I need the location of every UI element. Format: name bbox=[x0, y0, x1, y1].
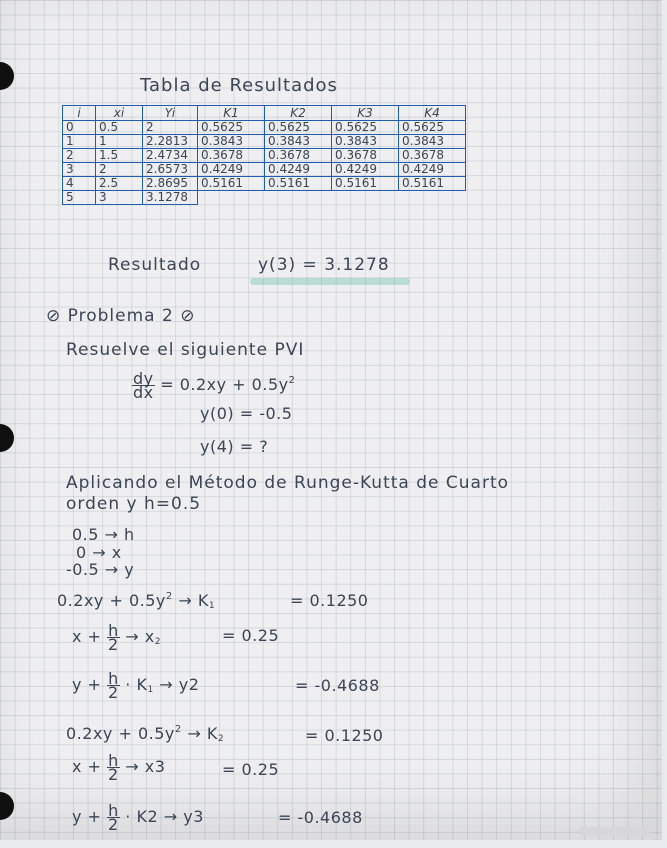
table-cell: 0.4249 bbox=[265, 163, 332, 177]
table-cell: 0.4249 bbox=[399, 163, 466, 177]
step-x2-value: = 0.25 bbox=[222, 626, 280, 645]
step-y3-value: = -0.4688 bbox=[278, 808, 363, 827]
problem-title: Problema 2 bbox=[67, 306, 174, 326]
step-k1-value: = 0.1250 bbox=[290, 591, 369, 610]
table-cell: 2.5 bbox=[96, 177, 143, 191]
highlighter-mark bbox=[250, 278, 410, 285]
statement-intro: Resuelve el siguiente PVI bbox=[66, 340, 305, 360]
step-k2: $0.2xy + 0.5y^2 \to K_2$ bbox=[66, 724, 225, 744]
h-over-2: $\frac{h}{2}$ bbox=[108, 669, 119, 702]
header-cell: K4 bbox=[399, 106, 466, 121]
table-cell: 0.3843 bbox=[265, 135, 332, 149]
table-cell: 2.6573 bbox=[143, 163, 198, 177]
ode-rhs: = 0.2xy + 0.5y bbox=[160, 375, 289, 394]
table-cell: 3.1278 bbox=[143, 191, 198, 205]
table-cell: 0.4249 bbox=[332, 163, 399, 177]
header-cell: K2 bbox=[265, 106, 332, 121]
table-cell: 0.3678 bbox=[332, 149, 399, 163]
binder-hole bbox=[0, 792, 14, 820]
results-table bbox=[62, 105, 466, 205]
table-cell: 0.5161 bbox=[332, 177, 399, 191]
table-row bbox=[63, 163, 466, 177]
table-cell: 0.5161 bbox=[399, 177, 466, 191]
table-cell: 0.3678 bbox=[399, 149, 466, 163]
table-cell: 2 bbox=[96, 163, 143, 177]
step-y3: y + $\frac{h}{2}$ · K2 → y3 bbox=[72, 801, 204, 834]
table-row bbox=[63, 177, 466, 191]
table-cell: 0 bbox=[63, 121, 96, 135]
table-cell: 0.5161 bbox=[198, 177, 265, 191]
table-cell: 0.5625 bbox=[265, 121, 332, 135]
table-cell bbox=[332, 191, 399, 205]
table-cell: 0.4249 bbox=[198, 163, 265, 177]
header-cell: xi bbox=[96, 106, 143, 121]
step-x3: x + $\frac{h}{2}$ → x3 bbox=[72, 751, 166, 784]
table-title: Tabla de Resultados bbox=[140, 75, 338, 96]
table-cell: 0.5625 bbox=[198, 121, 265, 135]
assign-x: 0 → x bbox=[76, 543, 122, 562]
h-over-2: $\frac{h}{2}$ bbox=[108, 801, 119, 834]
table-cell: 2.4734 bbox=[143, 149, 198, 163]
ode-derivative: $\frac{dy}{dx}$ bbox=[133, 369, 154, 402]
table-cell bbox=[399, 191, 466, 205]
method-line-2: orden y h=0.5 bbox=[66, 494, 202, 514]
table-cell: 0.3843 bbox=[332, 135, 399, 149]
table-cell: 2 bbox=[63, 149, 96, 163]
table-cell: 0.5625 bbox=[399, 121, 466, 135]
table-cell: 0.3678 bbox=[265, 149, 332, 163]
table-row bbox=[63, 149, 466, 163]
table-row bbox=[63, 191, 466, 205]
header-cell: i bbox=[63, 106, 96, 121]
ode-equation bbox=[132, 369, 296, 402]
binder-hole bbox=[0, 62, 14, 90]
result-value: y(3) = 3.1278 bbox=[258, 255, 390, 275]
bullet-icon: ⊘ bbox=[180, 306, 196, 326]
step-x3-value: = 0.25 bbox=[222, 760, 280, 779]
assign-y: -0.5 → y bbox=[66, 560, 135, 579]
binder-hole bbox=[0, 424, 14, 452]
table-cell bbox=[265, 191, 332, 205]
step-y2: y + $\frac{h}{2}$ · $K_1 \to y2$ bbox=[72, 669, 200, 702]
table-cell: 2.8695 bbox=[143, 177, 198, 191]
assign-h: 0.5 → h bbox=[72, 525, 135, 544]
step-y2-value: = -0.4688 bbox=[295, 676, 380, 695]
h-over-2: $\frac{h}{2}$ bbox=[108, 751, 119, 784]
header-cell: K3 bbox=[332, 106, 399, 121]
target-value: y(4) = ? bbox=[200, 437, 269, 456]
table-cell: 0.3843 bbox=[198, 135, 265, 149]
step-k2-value: = 0.1250 bbox=[305, 726, 384, 745]
table-cell: 0.3678 bbox=[198, 149, 265, 163]
table-header-row bbox=[63, 106, 466, 121]
problem-heading bbox=[46, 306, 195, 326]
h-over-2: $\frac{h}{2}$ bbox=[108, 621, 119, 654]
table-cell: 2 bbox=[143, 121, 198, 135]
step-k1: $0.2xy + 0.5y^2 \to K_1$ bbox=[57, 591, 216, 611]
table-cell bbox=[198, 191, 265, 205]
table-row bbox=[63, 121, 466, 135]
header-cell: Yi bbox=[143, 106, 198, 121]
table-row bbox=[63, 135, 466, 149]
table-cell: 0.5 bbox=[96, 121, 143, 135]
step-x2: x + $\frac{h}{2}$ → $x_2$ bbox=[72, 621, 161, 654]
table-cell: 3 bbox=[63, 163, 96, 177]
scanner-watermark bbox=[580, 827, 650, 835]
table-cell: 0.5161 bbox=[265, 177, 332, 191]
table-cell: 0.5625 bbox=[332, 121, 399, 135]
result-label: Resultado bbox=[108, 255, 202, 275]
table-cell: 0.3843 bbox=[399, 135, 466, 149]
initial-condition: y(0) = -0.5 bbox=[200, 404, 293, 423]
bullet-icon: ⊘ bbox=[46, 306, 62, 326]
exponent: 2 bbox=[288, 375, 296, 386]
table-cell: 4 bbox=[63, 177, 96, 191]
table-cell: 1.5 bbox=[96, 149, 143, 163]
table-cell: 2.2813 bbox=[143, 135, 198, 149]
method-line-1: Aplicando el Método de Runge-Kutta de Cuarto bbox=[66, 473, 510, 493]
table-cell: 1 bbox=[63, 135, 96, 149]
table-cell: 3 bbox=[96, 191, 143, 205]
table-cell: 1 bbox=[96, 135, 143, 149]
table-cell: 5 bbox=[63, 191, 96, 205]
header-cell: K1 bbox=[198, 106, 265, 121]
